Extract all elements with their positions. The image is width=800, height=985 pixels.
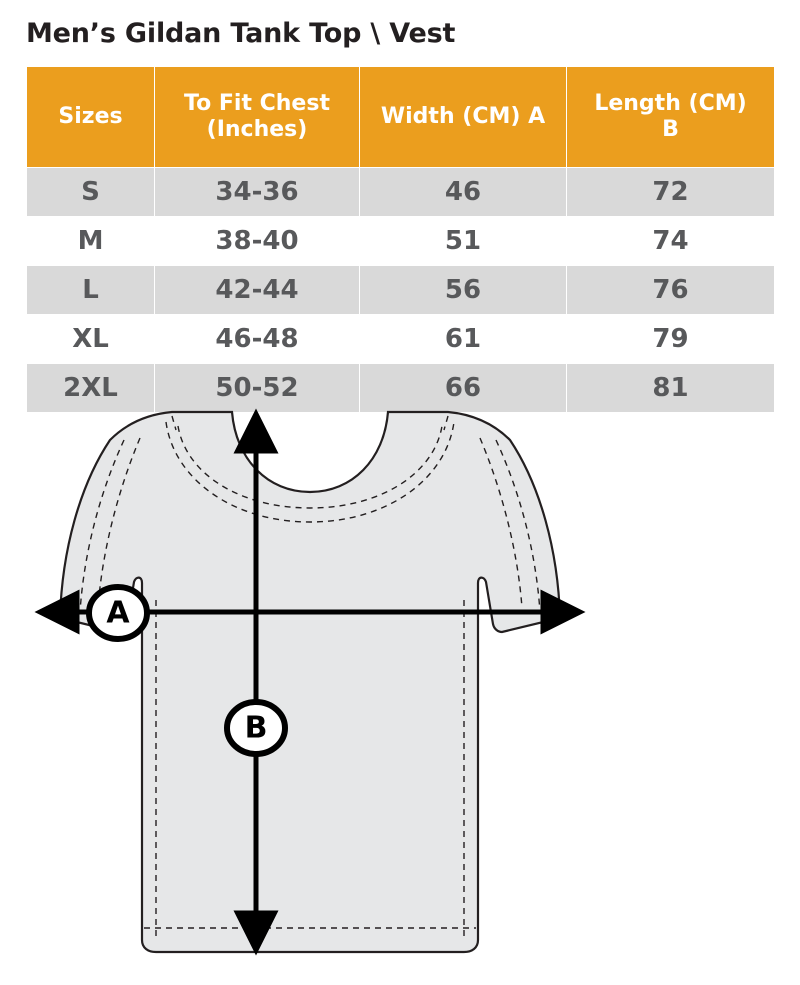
cell-size: XL [27, 315, 155, 364]
cell-length: 72 [567, 168, 775, 217]
cell-size: M [27, 217, 155, 266]
column-header-sizes-main: Sizes [58, 104, 123, 130]
column-header-length-sub: B [662, 117, 679, 142]
tank-top-body [60, 412, 560, 952]
marker-b-label: B [244, 710, 268, 746]
cell-size: 2XL [27, 364, 155, 413]
table-row [27, 217, 775, 266]
marker-a [89, 587, 147, 639]
column-header-chest-main: To Fit Chest [184, 91, 330, 117]
cell-width: 51 [360, 217, 567, 266]
table-header [27, 67, 775, 168]
tank-top-illustration [60, 412, 560, 952]
cell-size: S [27, 168, 155, 217]
table-row [27, 315, 775, 364]
column-header-length-main: Length (CM) [594, 91, 747, 117]
cell-width: 46 [360, 168, 567, 217]
column-header-chest-sub: (Inches) [206, 117, 308, 142]
table-body [27, 168, 775, 413]
cell-chest: 42-44 [155, 266, 360, 315]
column-header-width [360, 67, 567, 168]
cell-chest: 50-52 [155, 364, 360, 413]
cell-length: 76 [567, 266, 775, 315]
column-header-chest [155, 67, 360, 168]
cell-width: 56 [360, 266, 567, 315]
table-header-row [27, 67, 775, 168]
page-title: Men’s Gildan Tank Top \ Vest [26, 18, 456, 49]
cell-width: 66 [360, 364, 567, 413]
cell-length: 74 [567, 217, 775, 266]
cell-size: L [27, 266, 155, 315]
cell-chest: 46-48 [155, 315, 360, 364]
cell-width: 61 [360, 315, 567, 364]
cell-length: 79 [567, 315, 775, 364]
column-header-sizes [27, 67, 155, 168]
table-row [27, 266, 775, 315]
cell-chest: 38-40 [155, 217, 360, 266]
garment-diagram [0, 400, 800, 985]
marker-b [227, 702, 285, 754]
size-chart-table [26, 66, 775, 413]
table-row [27, 168, 775, 217]
column-header-length [567, 67, 775, 168]
marker-a-label: A [106, 595, 130, 631]
column-header-width-main: Width (CM) A [380, 104, 546, 130]
cell-length: 81 [567, 364, 775, 413]
cell-chest: 34-36 [155, 168, 360, 217]
